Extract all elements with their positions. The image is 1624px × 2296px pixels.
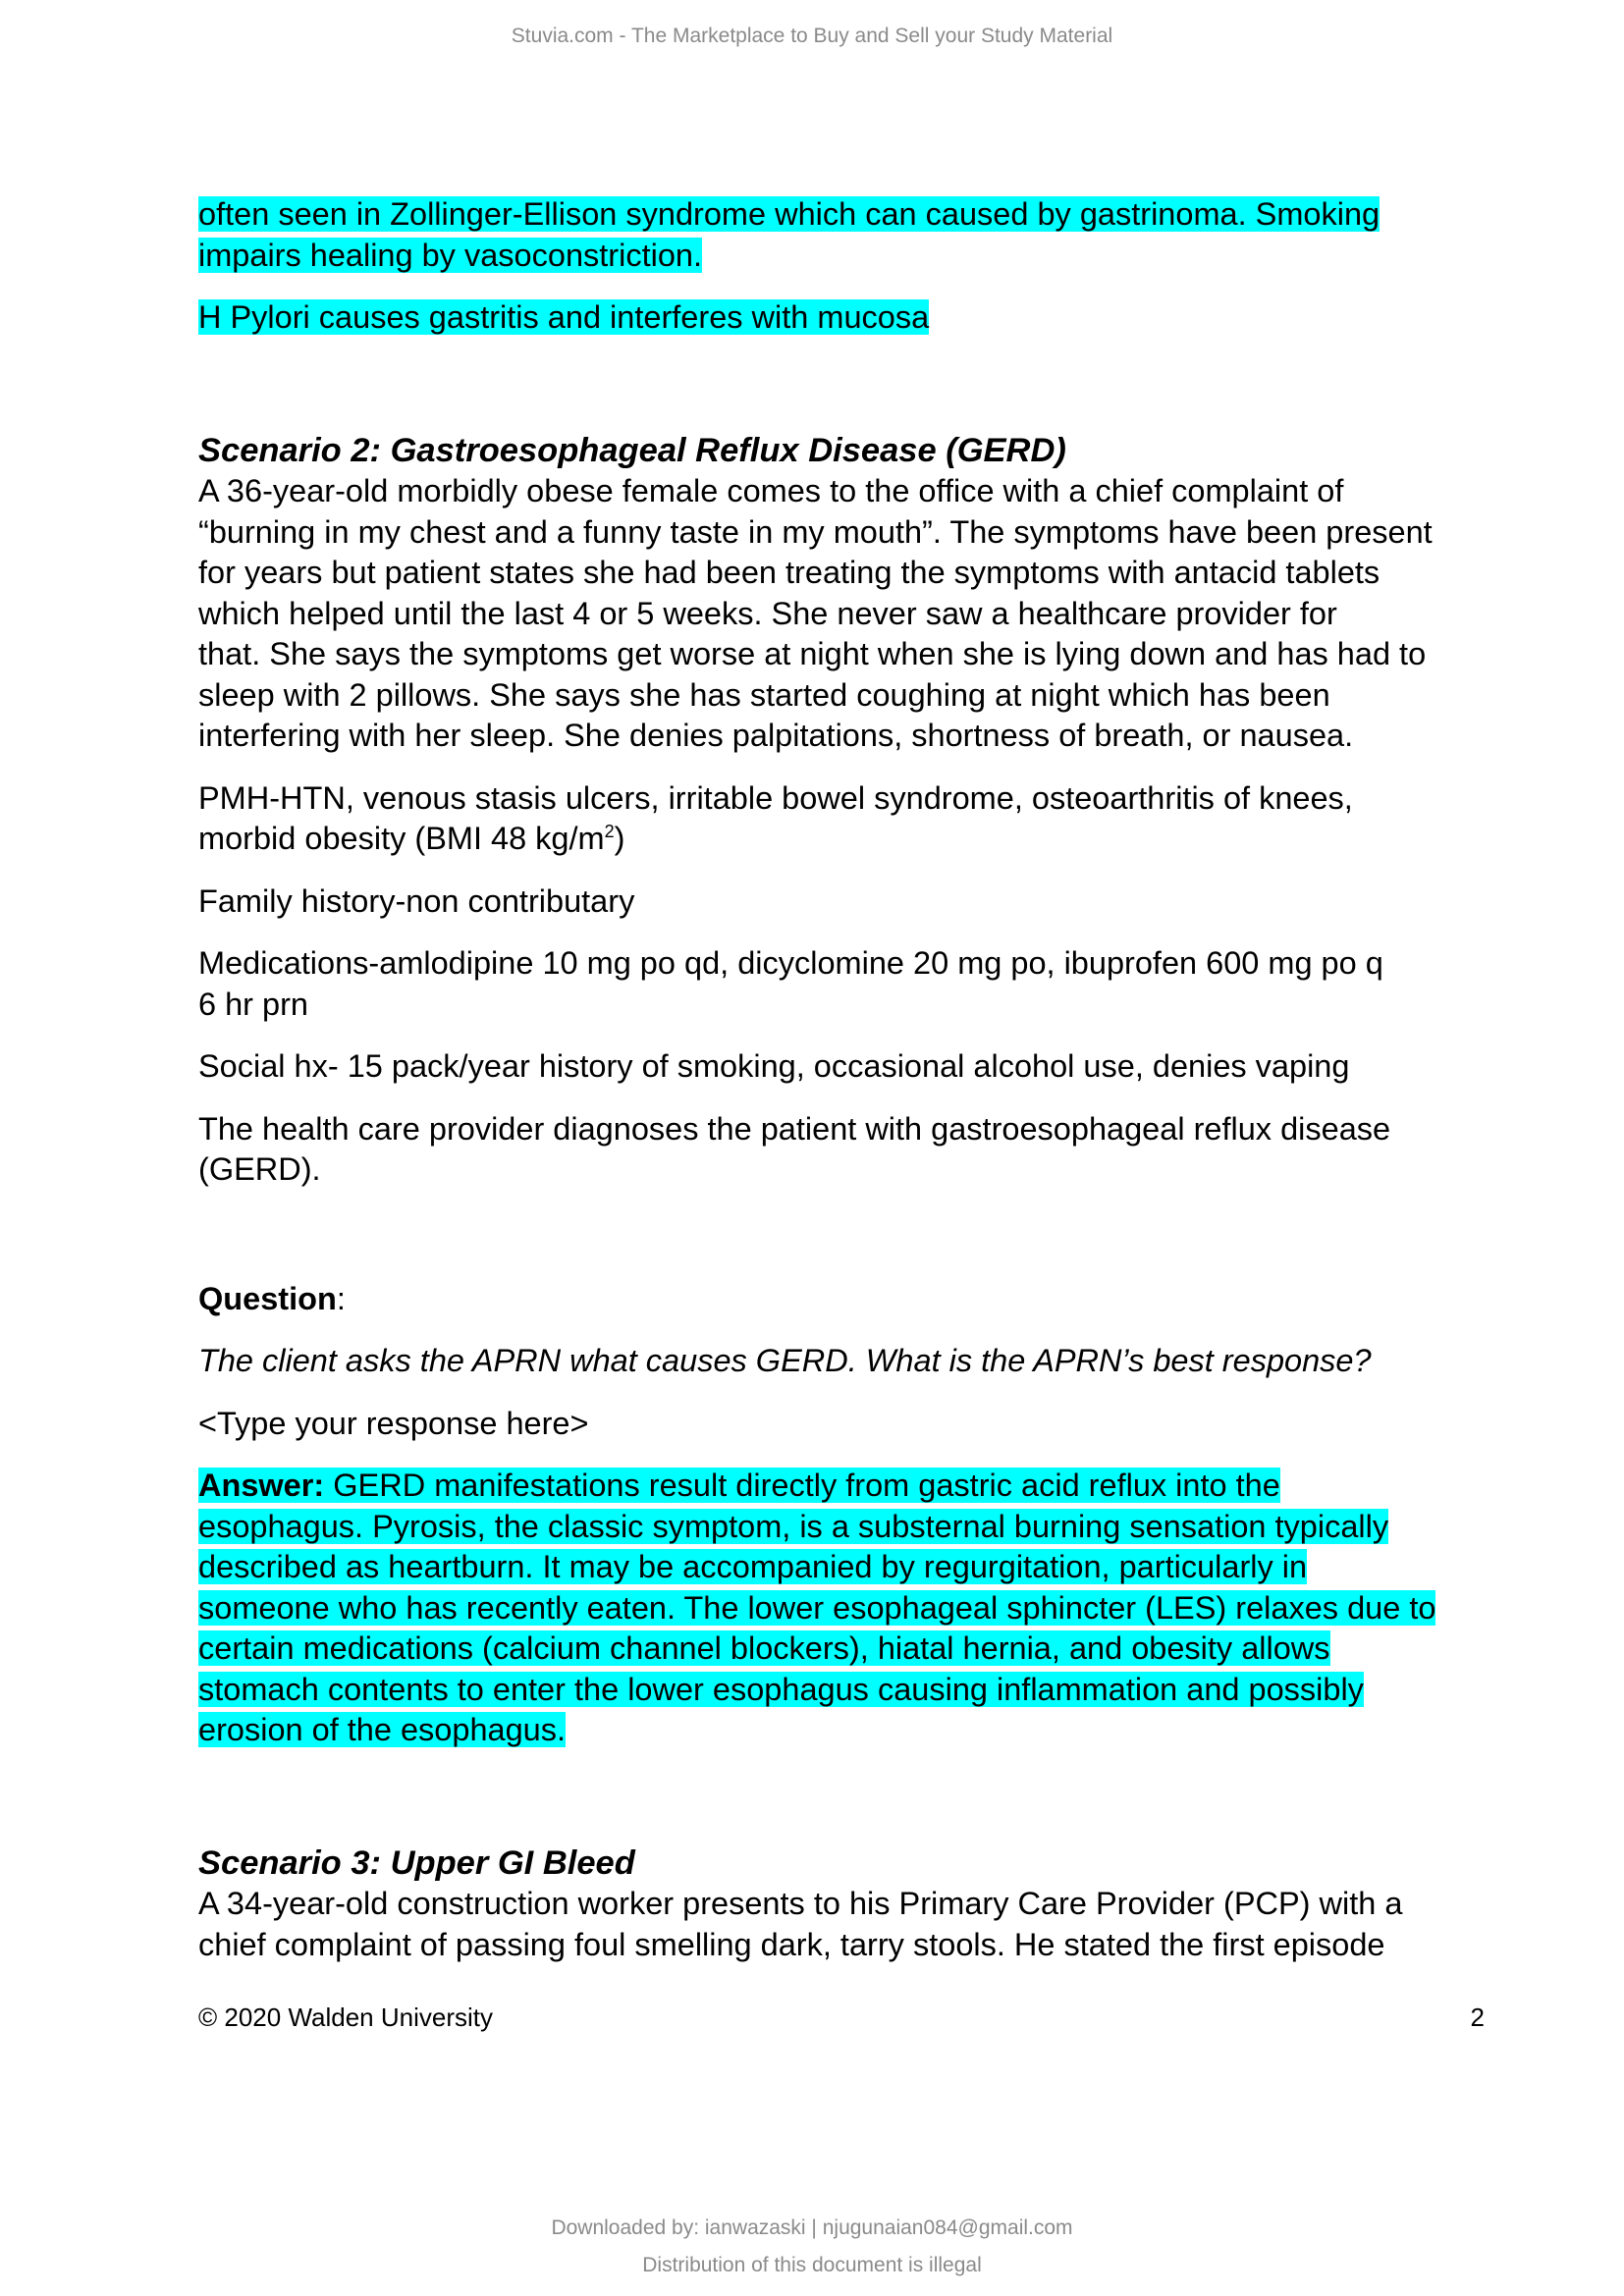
text-line: 6 hr prn bbox=[198, 986, 309, 1022]
highlighted-paragraph-hpylori bbox=[198, 297, 1485, 339]
medications bbox=[198, 943, 1485, 1025]
family-history: Family history-non contributary bbox=[198, 882, 635, 919]
text-line: A 34-year-old construction worker presents to his Primary Care Provider (PCP) with a bbox=[198, 1886, 1403, 1921]
highlight-line: impairs healing by vasoconstriction. bbox=[198, 237, 703, 273]
text-line-end: ) bbox=[614, 821, 625, 856]
distribution-notice: Distribution of this document is illegal bbox=[642, 2254, 982, 2276]
stuvia-watermark: Stuvia.com - The Marketplace to Buy and Sell your Study Material bbox=[511, 25, 1113, 47]
past-medical-history bbox=[198, 778, 1485, 860]
text-line: that. She says the symptoms get worse at night when she is lying down and has had to bbox=[198, 636, 1427, 671]
page-content bbox=[198, 194, 1485, 1987]
text-line: PMH-HTN, venous stasis ulcers, irritable bowel syndrome, osteoarthritis of knees, bbox=[198, 779, 1353, 816]
page-number: 2 bbox=[1470, 2002, 1485, 2032]
scenario-3-heading: Scenario 3: Upper GI Bleed bbox=[198, 1843, 635, 1882]
highlighted-paragraph-zollinger bbox=[198, 194, 1485, 276]
question-text: The client asks the APRN what causes GERD. What is the APRN’s best response? bbox=[198, 1343, 1372, 1378]
answer-paragraph bbox=[198, 1466, 1485, 1751]
superscript-two: 2 bbox=[604, 822, 615, 842]
text-line: (GERD). bbox=[198, 1151, 321, 1187]
text-line: The health care provider diagnoses the patient with gastroesophageal reflux disease bbox=[198, 1110, 1391, 1147]
social-history: Social hx- 15 pack/year history of smoking, occasional alcohol use, denies vaping bbox=[198, 1048, 1350, 1084]
answer-line: described as heartburn. It may be accompanied by regurgitation, particularly in bbox=[198, 1549, 1308, 1584]
answer-line: stomach contents to enter the lower esophagus causing inflammation and possibly bbox=[198, 1671, 1364, 1707]
answer-line: someone who has recently eaten. The lower esophageal sphincter (LES) relaxes due to bbox=[198, 1589, 1436, 1626]
question-colon: : bbox=[336, 1280, 346, 1316]
question-label: Question bbox=[198, 1280, 337, 1316]
answer-label: Answer: bbox=[198, 1468, 325, 1503]
answer-line: erosion of the esophagus. bbox=[198, 1712, 567, 1747]
answer-line: esophagus. Pyrosis, the classic symptom, is a substernal burning sensation typically bbox=[198, 1508, 1389, 1544]
text-line: interfering with her sleep. She denies palpitations, shortness of breath, or nausea. bbox=[198, 718, 1354, 753]
downloaded-by-notice: Downloaded by: ianwazaski | njugunaian084@gmail.com bbox=[551, 2216, 1073, 2239]
scenario-3-intro bbox=[198, 1884, 1485, 1965]
page-footer bbox=[198, 2002, 1485, 2033]
answer-line: certain medications (calcium channel blockers), hiatal hernia, and obesity allows bbox=[198, 1630, 1330, 1666]
highlight-line: often seen in Zollinger-Ellison syndrome which can caused by gastrinoma. Smoking bbox=[198, 196, 1380, 232]
text-line: A 36-year-old morbidly obese female comes to the office with a chief complaint of bbox=[198, 473, 1344, 508]
text-line: chief complaint of passing foul smelling dark, tarry stools. He stated the first episode bbox=[198, 1926, 1385, 1962]
highlight-line: H Pylori causes gastritis and interferes with mucosa bbox=[198, 299, 930, 335]
answer-line: GERD manifestations result directly from gastric acid reflux into the bbox=[324, 1468, 1280, 1503]
scenario-2-intro bbox=[198, 471, 1485, 757]
text-line: which helped until the last 4 or 5 weeks. She never saw a healthcare provider for bbox=[198, 595, 1337, 631]
diagnosis bbox=[198, 1109, 1485, 1191]
text-line: for years but patient states she had been treating the symptoms with antacid tablets bbox=[198, 555, 1380, 590]
text-line: Medications-amlodipine 10 mg po qd, dicyclomine 20 mg po, ibuprofen 600 mg po q bbox=[198, 945, 1383, 981]
question-heading bbox=[198, 1279, 1485, 1320]
text-line: morbid obesity (BMI 48 kg/m bbox=[198, 821, 605, 856]
response-placeholder[interactable]: <Type your response here> bbox=[198, 1405, 589, 1441]
scenario-2-heading: Scenario 2: Gastroesophageal Reflux Disease (GERD) bbox=[198, 431, 1066, 469]
text-line: “burning in my chest and a funny taste in my mouth”. The symptoms have been present bbox=[198, 513, 1433, 550]
text-line: sleep with 2 pillows. She says she has started coughing at night which has been bbox=[198, 676, 1330, 713]
copyright: © 2020 Walden University bbox=[198, 2002, 493, 2032]
